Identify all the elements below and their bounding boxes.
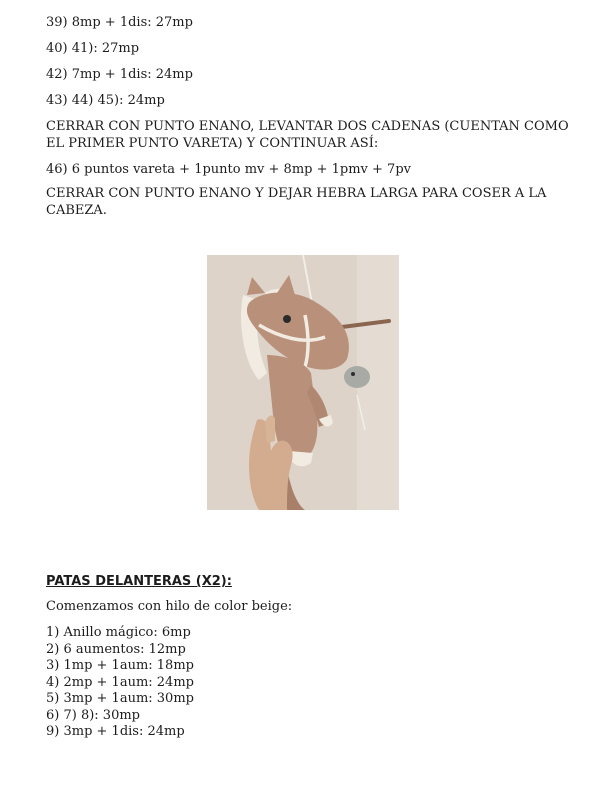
instruction-close-lift-chains: CERRAR CON PUNTO ENANO, LEVANTAR DOS CADENAS (CUENTAN COMO EL PRIMER PUNTO VARETA) Y CONTINUAR ASÍ:	[46, 119, 569, 151]
front-legs-steps-list	[46, 625, 194, 741]
list-item: 6) 7) 8): 30mp	[46, 707, 140, 723]
pattern-row-39: 39) 8mp + 1dis: 27mp	[46, 15, 193, 30]
list-item: 9) 3mp + 1dis: 24mp	[46, 724, 185, 739]
section-heading-front-legs: PATAS DELANTERAS (X2):	[46, 574, 232, 589]
list-item: 3) 1mp + 1aum: 18mp	[46, 658, 194, 673]
instruction-close-leave-yarn: CERRAR CON PUNTO ENANO Y DEJAR HEBRA LARGA PARA COSER A LA CABEZA.	[46, 186, 547, 218]
crochet-horse-photo	[207, 255, 399, 510]
pattern-row-43-45: 43) 44) 45): 24mp	[46, 93, 165, 108]
pattern-row-40-41: 40) 41): 27mp	[46, 41, 140, 56]
pattern-row-42: 42) 7mp + 1dis: 24mp	[46, 67, 193, 82]
pattern-row-46: 46) 6 puntos vareta + 1punto mv + 8mp + 1pmv + 7pv	[46, 162, 411, 177]
list-item: 2) 6 aumentos: 12mp	[46, 641, 186, 657]
crochet-horse-illustration	[207, 255, 399, 510]
list-item: 1) Anillo mágico: 6mp	[46, 625, 191, 640]
list-item: 4) 2mp + 1aum: 24mp	[46, 674, 194, 690]
list-item: 5) 3mp + 1aum: 30mp	[46, 691, 194, 706]
section-intro: Comenzamos con hilo de color beige:	[46, 599, 293, 614]
